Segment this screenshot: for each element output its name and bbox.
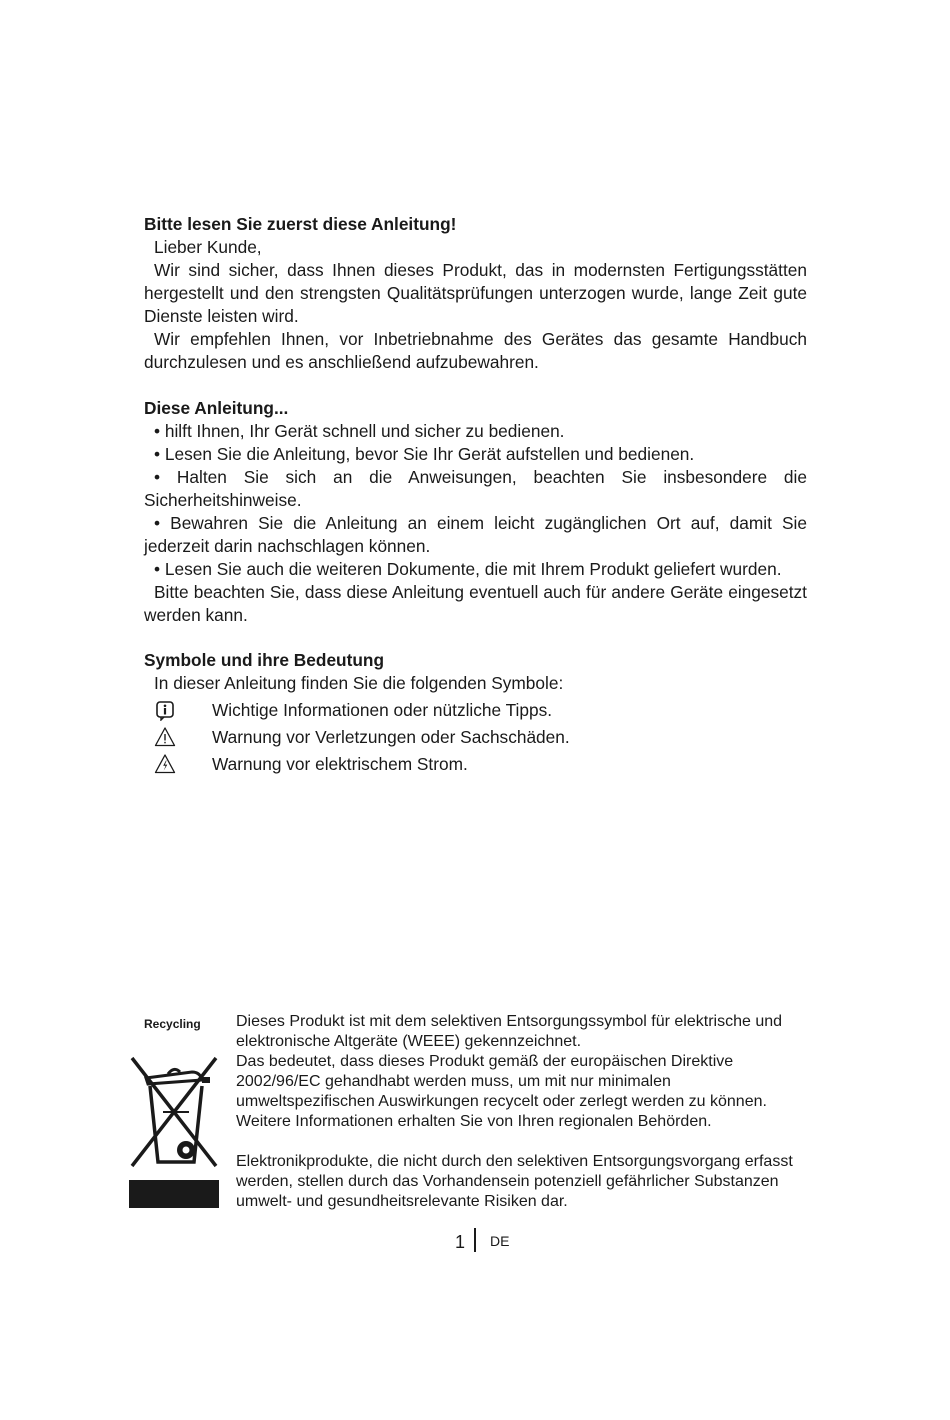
recycling-paragraph-2: Das bedeutet, dass dieses Produkt gemäß der europäischen Direktive 2002/96/EC gehandhabt werden muss, um mit nur minimalen umweltspezifischen Auswirkungen recycelt oder zerlegt werden zu können. Weitere Informationen erhalten Sie von Ihren regionalen Behörden.: [236, 1053, 767, 1130]
symbol-row-warning: [144, 725, 807, 751]
manual-bullet-2: • Lesen Sie die Anleitung, bevor Sie Ihr Gerät aufstellen und bedienen.: [154, 444, 695, 464]
symbols-heading: Symbole und ihre Bedeutung: [144, 650, 385, 670]
recycling-paragraph-3: Elektronikprodukte, die nicht durch den selektiven Entsorgungsvorgang erfasst werden, stellen durch das Vorhandensein potenziell gefährlicher Substanzen umwelt- und gesundheitsrelevante Risiken dar.: [236, 1153, 793, 1210]
intro-paragraph-2: Wir empfehlen Ihnen, vor Inbetriebnahme des Gerätes das gesamte Handbuch durchzulesen und es anschließend aufzubewahren.: [144, 329, 807, 372]
symbol-text-electric: Warnung vor elektrischem Strom.: [212, 754, 468, 774]
intro-section: [144, 213, 807, 374]
symbol-text-warning: Warnung vor Verletzungen oder Sachschäden.: [212, 727, 570, 747]
page-number: 1: [455, 1232, 466, 1252]
recycling-text: [236, 1012, 796, 1212]
symbols-section: [144, 649, 807, 695]
info-icon: [154, 699, 176, 721]
manual-bullet-4: • Bewahren Sie die Anleitung an einem leicht zugänglichen Ort auf, damit Sie jederzeit darin nachschlagen können.: [144, 513, 807, 556]
footer-divider: [474, 1228, 476, 1252]
symbol-text-info: Wichtige Informationen oder nützliche Tipps.: [212, 700, 553, 720]
recycling-label: Recycling: [144, 1017, 201, 1031]
manual-bullet-5: • Lesen Sie auch die weiteren Dokumente, die mit Ihrem Produkt geliefert wurden.: [154, 559, 782, 579]
recycling-paragraph-1: Dieses Produkt ist mit dem selektiven Entsorgungssymbol für elektrische und elektronische Altgeräte (WEEE) gekennzeichnet.: [236, 1013, 783, 1050]
manual-bullet-3: • Halten Sie sich an die Anweisungen, beachten Sie insbesondere die Sicherheitshinweise.: [144, 467, 807, 510]
crossed-out-wheelie-bin-icon: [128, 1050, 220, 1210]
manual-section: [144, 397, 807, 627]
electric-warning-icon: [154, 753, 176, 775]
manual-heading: Diese Anleitung...: [144, 398, 289, 418]
greeting: Lieber Kunde,: [154, 237, 262, 257]
intro-paragraph-1: Wir sind sicher, dass Ihnen dieses Produkt, das in modernsten Fertigungsstätten hergestellt und den strengsten Qualitätsprüfungen unterzogen wurde, lange Zeit gute Dienste leisten wird.: [144, 260, 807, 326]
manual-note: Bitte beachten Sie, dass diese Anleitung eventuell auch für andere Geräte eingesetzt werden kann.: [144, 582, 807, 625]
warning-icon: [154, 726, 176, 748]
intro-heading: Bitte lesen Sie zuerst diese Anleitung!: [144, 214, 457, 234]
page-footer: [0, 1228, 950, 1254]
manual-bullet-1: • hilft Ihnen, Ihr Gerät schnell und sicher zu bedienen.: [154, 421, 565, 441]
symbol-row-electric: [144, 752, 807, 778]
symbol-row-info: [144, 698, 807, 724]
symbols-intro: In dieser Anleitung finden Sie die folgenden Symbole:: [154, 673, 564, 693]
language-code: DE: [490, 1233, 510, 1249]
